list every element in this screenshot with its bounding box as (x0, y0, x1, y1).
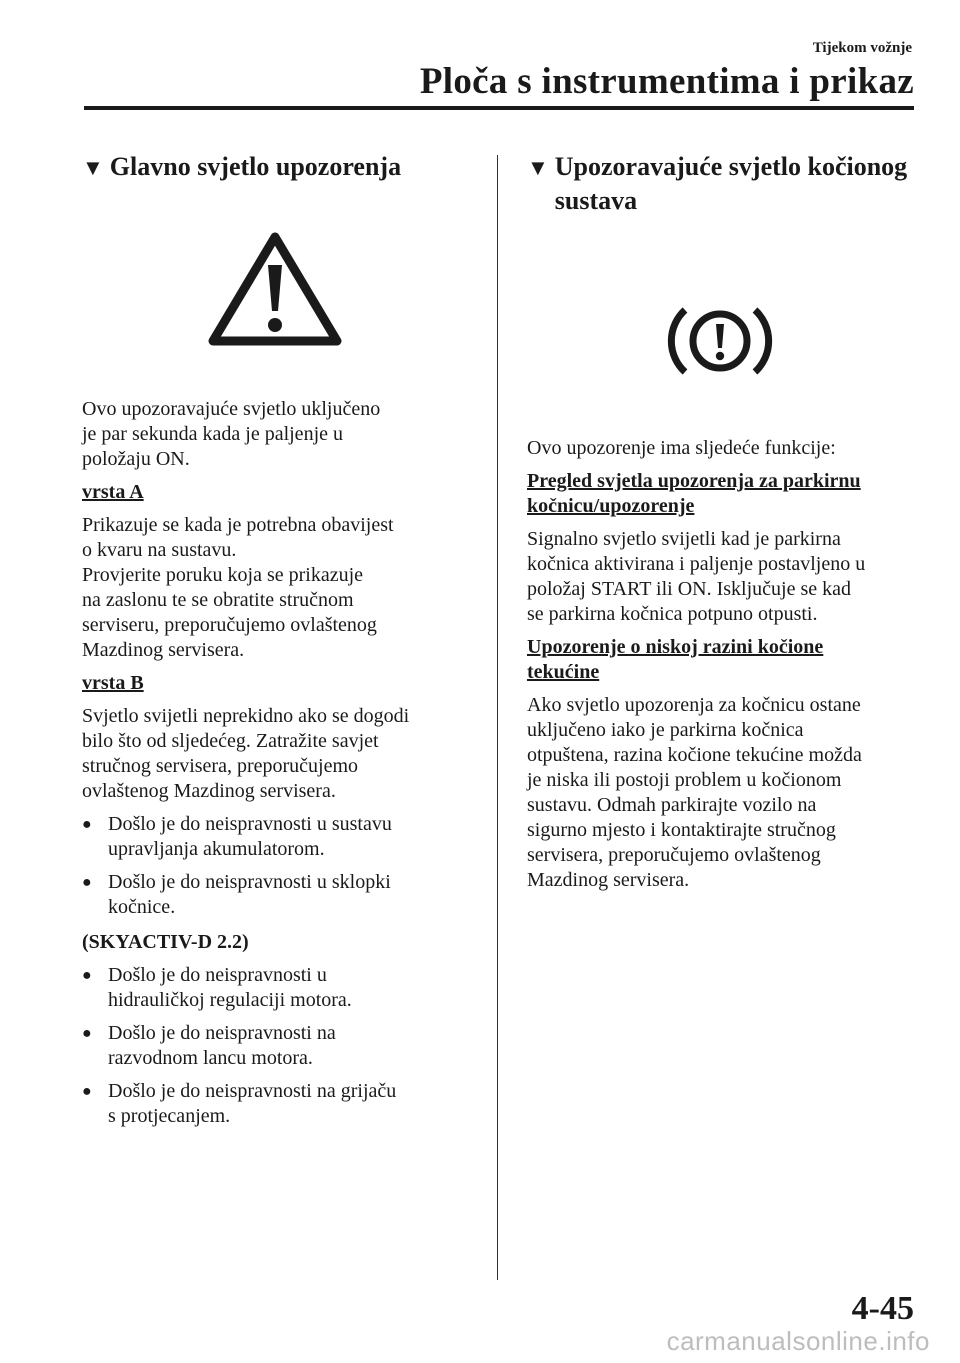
type-a-text (82, 513, 467, 663)
text-line: ovlaštenog Mazdinog servisera. (82, 780, 336, 802)
text-line: sustavu. Odmah parkirajte vozilo na (527, 794, 817, 816)
intro-line: Ovo upozorenje ima sljedeće funkcije: (527, 437, 836, 459)
intro-line: položaju ON. (82, 448, 190, 470)
page-title: Ploča s instrumentima i prikaz (419, 61, 914, 102)
heading-line: tekućine (527, 661, 600, 683)
intro-line: je par sekunda kada je paljenje u (82, 423, 343, 445)
warning-triangle-icon (82, 227, 467, 353)
text-line: se parkirna kočnica potpuno otpusti. (527, 603, 818, 625)
text-line: Signalno svjetlo svijetli kad je parkirna (527, 528, 841, 550)
triangle-down-icon: ▼ (82, 155, 104, 180)
page-number: 4-45 (851, 1290, 914, 1327)
text-line: o kvaru na sustavu. (82, 539, 237, 561)
text-line: Došlo je do neispravnosti u (108, 964, 327, 986)
chapter-label: Tijekom vožnje (812, 40, 912, 56)
parking-brake-heading (527, 469, 912, 519)
skyactiv-heading: (SKYACTIV-D 2.2) (82, 931, 249, 953)
text-line: je niska ili postoji problem u kočionom (527, 769, 842, 791)
type-a-heading: vrsta A (82, 481, 144, 503)
text-line: Došlo je do neispravnosti na grijaču (108, 1080, 397, 1102)
bullet-icon: ● (82, 1025, 92, 1042)
text-line: stručnog servisera, preporučujemo (82, 755, 359, 777)
text-line: servisera, preporučujemo ovlaštenog (527, 844, 821, 866)
text-line: Došlo je do neispravnosti na (108, 1022, 336, 1044)
title-line: sustava (554, 186, 638, 215)
right-column (527, 150, 912, 893)
watermark: carmanualsonline.info (666, 1326, 930, 1356)
intro-line: Ovo upozoravajuće svjetlo uključeno (82, 398, 381, 420)
list-item (82, 870, 467, 920)
type-b-text (82, 704, 467, 804)
text-line: Došlo je do neispravnosti u sustavu (108, 813, 392, 835)
header-divider (84, 106, 914, 110)
text-line: bilo što od sljedećeg. Zatražite savjet (82, 730, 379, 752)
text-line: Svjetlo svijetli neprekidno ako se dogodi (82, 705, 410, 727)
parking-brake-text (527, 527, 912, 627)
text-line: Ako svjetlo upozorenja za kočnicu ostane (527, 694, 861, 716)
text-line: Provjerite poruku koja se prikazuje (82, 564, 364, 586)
bullet-icon: ● (82, 816, 92, 833)
text-line: položaj START ili ON. Isključuje se kad (527, 578, 852, 600)
left-column (82, 150, 467, 1129)
bullet-icon: ● (82, 1083, 92, 1100)
heading-line: Pregled svjetla upozorenja za parkirnu (527, 470, 861, 492)
text-line: upravljanja akumulatorom. (108, 838, 325, 860)
text-line: uključeno iako je parkirna kočnica (527, 719, 804, 741)
text-line: otpuštena, razina kočione tekućine možda (527, 744, 862, 766)
text-line: kočnica aktivirana i paljenje postavljeno u (527, 553, 866, 575)
text-line: hidrauličkoj regulaciji motora. (108, 989, 352, 1011)
section-title-brake-warning (527, 150, 912, 218)
list-item (82, 1021, 467, 1071)
text-line: Mazdinog servisera. (82, 639, 245, 661)
text-line: s protjecanjem. (108, 1105, 231, 1127)
column-divider (497, 155, 498, 1280)
title-line: Upozoravajuće svjetlo kočionog (554, 152, 908, 181)
heading-line: Upozorenje o niskoj razini kočione (527, 636, 824, 658)
brake-warning-icon (527, 302, 912, 380)
text-line: Mazdinog servisera. (527, 869, 690, 891)
section-title-master-warning (82, 150, 467, 185)
low-fluid-text (527, 693, 912, 893)
text-line: Došlo je do neispravnosti u sklopki (108, 871, 391, 893)
text-line: serviseru, preporučujemo ovlaštenog (82, 614, 377, 636)
bullet-icon: ● (82, 967, 92, 984)
text-line: razvodnom lancu motora. (108, 1047, 313, 1069)
list-item (82, 1079, 467, 1129)
text-line: kočnice. (108, 896, 176, 918)
section-title-text (555, 150, 907, 218)
list-item (82, 963, 467, 1013)
text-line: na zaslonu te se obratite stručnom (82, 589, 354, 611)
section-title-text: Glavno svjetlo upozorenja (109, 152, 402, 181)
list-item (82, 812, 467, 862)
triangle-down-icon: ▼ (527, 155, 549, 180)
heading-line: kočnicu/upozorenje (527, 495, 695, 517)
type-b-heading: vrsta B (82, 672, 144, 694)
text-line: Prikazuje se kada je potrebna obavijest (82, 514, 394, 536)
low-fluid-heading (527, 635, 912, 685)
text-line: sigurno mjesto i kontaktirajte stručnog (527, 819, 836, 841)
bullet-icon: ● (82, 874, 92, 891)
